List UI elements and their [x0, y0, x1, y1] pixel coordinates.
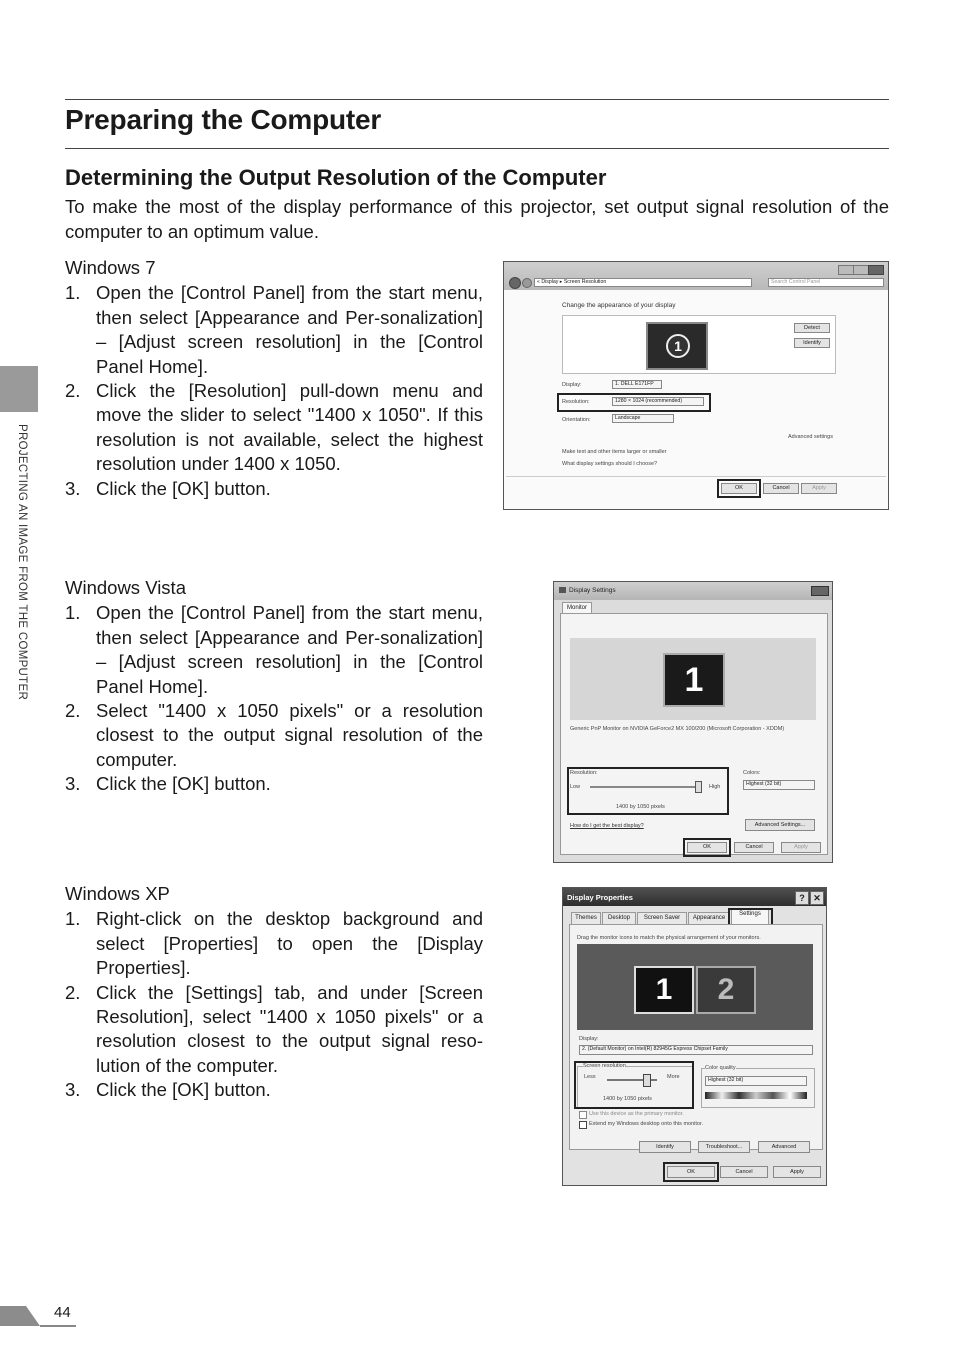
step-item: [65, 772, 483, 796]
page-tab-decoration: [0, 1306, 40, 1326]
orientation-label: Orientation:: [562, 417, 591, 423]
windows-xp-screenshot: [562, 887, 827, 1186]
resolution-label: Resolution:: [570, 770, 598, 776]
monitor-arrangement-area: [577, 944, 813, 1030]
cancel-button[interactable]: Cancel: [763, 483, 799, 494]
cancel-button[interactable]: Cancel: [734, 842, 774, 853]
step-text: Select "1400 x 1050 pixels" or a resolution closest to the output signal resolution of the computer.: [96, 700, 483, 770]
display-settings-icon: [559, 587, 566, 593]
side-tab: [0, 366, 38, 412]
close-icon[interactable]: ✕: [810, 891, 824, 905]
color-bar: [705, 1092, 807, 1099]
ok-highlight: [717, 479, 761, 498]
troubleshoot-button[interactable]: Troubleshoot...: [698, 1141, 750, 1153]
step-number: 3.: [65, 1079, 81, 1101]
side-label: PROJECTING AN IMAGE FROM THE COMPUTER: [16, 424, 28, 701]
step-text: Right-click on the desktop background and select [Properties] to open the [Display Properties].: [96, 908, 483, 979]
back-icon[interactable]: [509, 277, 521, 289]
tab-desktop[interactable]: Desktop: [602, 912, 636, 924]
step-number: 1.: [65, 282, 81, 304]
step-item: [65, 907, 483, 980]
step-text: Click the [OK] button.: [96, 773, 271, 795]
close-icon[interactable]: [811, 586, 829, 596]
orientation-value: Landscape: [615, 415, 641, 421]
search-placeholder: Search Control Panel: [771, 279, 821, 285]
ok-button[interactable]: OK: [687, 842, 727, 853]
color-quality-select[interactable]: [705, 1076, 807, 1086]
divider: [506, 476, 886, 477]
resolution-value: 1280 × 1024 (recommended): [615, 398, 683, 404]
tab-appearance[interactable]: Appearance: [688, 912, 730, 924]
text-size-link[interactable]: Make text and other items larger or smaller: [562, 449, 667, 455]
step-number: 2.: [65, 700, 81, 722]
extend-desktop-checkbox[interactable]: [579, 1121, 587, 1129]
instruction-text: Drag the monitor icons to match the physical arrangement of your monitors.: [577, 935, 761, 941]
high-label: High: [709, 784, 721, 790]
help-icon[interactable]: ?: [795, 891, 809, 905]
step-number: 3.: [65, 773, 81, 795]
step-item: [65, 1078, 483, 1102]
colors-value: Highest (32 bit): [746, 781, 782, 787]
less-label: Less: [584, 1074, 596, 1080]
monitor-icon[interactable]: 1: [663, 653, 725, 707]
title-rule: [65, 148, 889, 149]
step-number: 1.: [65, 908, 81, 930]
step-text: Open the [Control Panel] from the start menu, then select [Appearance and Per-sonalization] – [Adjust screen resolution] in the [Control Panel Home].: [96, 282, 483, 377]
step-item: [65, 477, 483, 501]
advanced-settings-button[interactable]: Advanced Settings...: [745, 819, 815, 831]
color-quality-value: Highest (32 bit): [708, 1077, 744, 1083]
step-item: [65, 281, 483, 379]
steps-list: [65, 281, 483, 501]
orientation-select[interactable]: [612, 414, 674, 423]
resolution-highlight: [557, 393, 711, 412]
display-help-link[interactable]: What display settings should I choose?: [562, 461, 658, 467]
identify-button[interactable]: Identify: [639, 1141, 691, 1153]
display-value: 2. (Default Monitor) on Intel(R) 82945G Express Chipset Family: [582, 1046, 728, 1052]
monitor-number-badge: 1: [666, 334, 690, 358]
ok-highlight: [683, 838, 731, 857]
apply-button[interactable]: Apply: [773, 1166, 821, 1178]
step-item: [65, 699, 483, 772]
step-item: [65, 601, 483, 699]
forward-icon[interactable]: [522, 278, 532, 288]
maximize-icon[interactable]: [853, 265, 869, 275]
apply-button[interactable]: Apply: [801, 483, 837, 494]
steps-list: [65, 907, 483, 1102]
step-number: 2.: [65, 981, 81, 1003]
resolution-highlight: [574, 1061, 694, 1109]
resolution-label: Resolution:: [562, 399, 590, 405]
top-rule: [65, 99, 889, 100]
breadcrumb: « Display ▸ Screen Resolution: [537, 279, 607, 285]
section-heading: Windows Vista: [65, 577, 186, 598]
address-bar[interactable]: [534, 278, 752, 287]
intro-text: To make the most of the display performance of this projector, set output signal resolution of the computer to an optimum value.: [65, 196, 889, 242]
section-windows-vista: [65, 576, 483, 797]
extend-desktop-label: Extend my Windows desktop onto this monitor.: [589, 1121, 704, 1127]
tab-settings[interactable]: Settings: [731, 908, 769, 924]
step-text: Click the [Resolution] pull-down menu and move the slider to select "1400 x 1050". If this resolution is not available, select the highest resolution under 1400 x 1050.: [96, 380, 483, 475]
display-label: Display:: [579, 1036, 599, 1042]
resolution-pixels: 1400 by 1050 pixels: [603, 1096, 652, 1102]
ok-button[interactable]: OK: [667, 1166, 715, 1178]
color-quality-group: [701, 1068, 815, 1108]
identify-button[interactable]: Identify: [794, 338, 830, 348]
close-icon[interactable]: [868, 265, 884, 275]
display-value: 1. DELL E171FP: [615, 381, 654, 387]
monitor-icon[interactable]: [646, 322, 708, 370]
step-text: Click the [Settings] tab, and under [Screen Resolution], select "1400 x 1050 pixels" or a resolution closest to the output signal reso-lution of the computer.: [96, 981, 483, 1076]
advanced-button[interactable]: Advanced: [758, 1141, 810, 1153]
advanced-settings-link[interactable]: Advanced settings: [788, 434, 833, 440]
monitor-description: Generic PnP Monitor on NVIDIA GeForce2 MX 100/200 (Microsoft Corporation - XDDM): [570, 726, 785, 732]
display-select[interactable]: [612, 380, 662, 389]
colors-select[interactable]: [743, 780, 815, 790]
windows-vista-screenshot: [553, 581, 833, 863]
dialog-heading: Change the appearance of your display: [562, 302, 676, 309]
section-windows-7: [65, 256, 483, 501]
step-item: [65, 981, 483, 1079]
tab-monitor[interactable]: Monitor: [562, 602, 592, 614]
resolution-pixels: 1400 by 1050 pixels: [616, 804, 665, 810]
window-title: Display Settings: [569, 587, 616, 594]
low-label: Low: [570, 784, 581, 790]
colors-label: Colors:: [743, 770, 761, 776]
screen-resolution-label: Screen resolution: [583, 1063, 626, 1069]
primary-monitor-label: Use this device as the primary monitor.: [589, 1111, 684, 1117]
section-windows-xp: [65, 882, 483, 1103]
page-title: Preparing the Computer: [65, 104, 382, 135]
resolution-highlight: [567, 767, 729, 815]
tab-screen-saver[interactable]: Screen Saver: [637, 912, 687, 924]
display-label: Display:: [562, 382, 582, 388]
step-text: Click the [OK] button.: [96, 1079, 271, 1101]
monitor-2-icon[interactable]: 2: [696, 966, 756, 1014]
section-heading: Windows 7: [65, 257, 156, 278]
ok-button[interactable]: OK: [721, 483, 757, 494]
page-number: 44: [54, 1304, 71, 1321]
step-text: Click the [OK] button.: [96, 477, 271, 499]
primary-monitor-checkbox[interactable]: [579, 1111, 587, 1119]
window-title: Display Properties: [567, 893, 633, 902]
section-title: Determining the Output Resolution of the Computer: [65, 165, 607, 190]
cancel-button[interactable]: Cancel: [720, 1166, 768, 1178]
detect-button[interactable]: Detect: [794, 323, 830, 333]
step-item: [65, 379, 483, 477]
tab-themes[interactable]: Themes: [571, 912, 601, 924]
window-controls: [838, 265, 884, 274]
windows-7-screenshot: [503, 261, 889, 510]
page-number-underline: [40, 1325, 76, 1327]
search-input[interactable]: [768, 278, 884, 287]
monitor-1-icon[interactable]: 1: [634, 966, 694, 1014]
help-link[interactable]: How do I get the best display?: [570, 823, 644, 829]
step-number: 3.: [65, 477, 81, 499]
step-number: 2.: [65, 380, 81, 402]
step-number: 1.: [65, 602, 81, 624]
more-label: More: [667, 1074, 680, 1080]
display-select[interactable]: [579, 1045, 813, 1055]
section-heading: Windows XP: [65, 883, 170, 904]
steps-list: [65, 601, 483, 796]
step-text: Open the [Control Panel] from the start menu, then select [Appearance and Per-sonalization] – [Adjust screen resolution] in the [Control Panel Home].: [96, 602, 483, 697]
apply-button[interactable]: Apply: [781, 842, 821, 853]
color-quality-label: Color quality: [705, 1065, 736, 1071]
ok-highlight: [663, 1162, 719, 1182]
minimize-icon[interactable]: [838, 265, 854, 275]
